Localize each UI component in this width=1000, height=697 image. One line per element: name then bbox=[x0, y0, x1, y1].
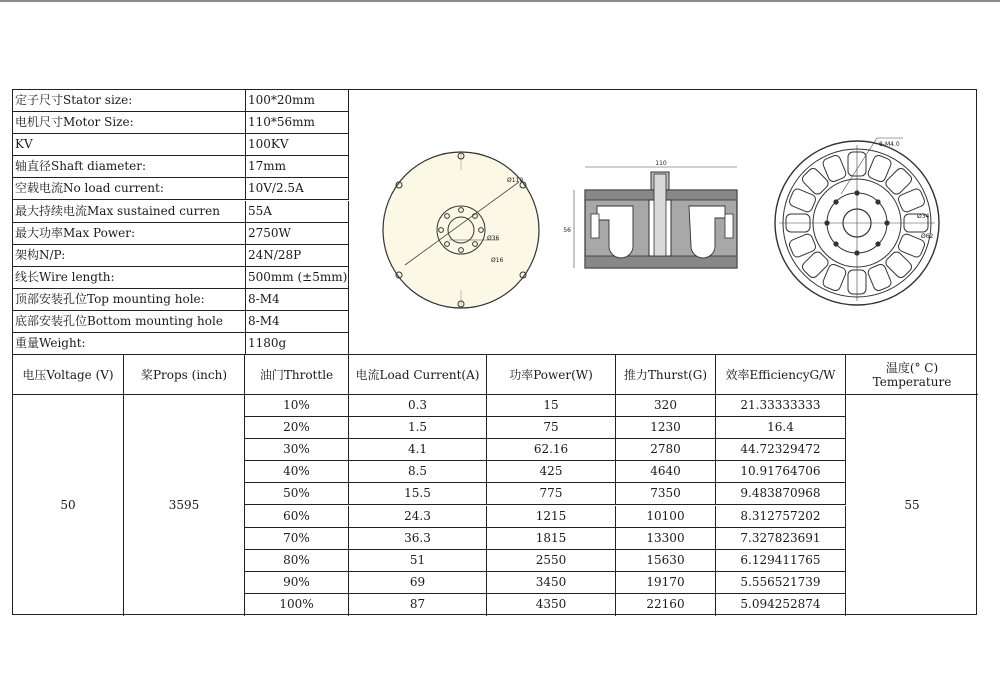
table-cell-throttle: 20% bbox=[245, 417, 349, 439]
front-dim-mid: Ø36 bbox=[487, 235, 500, 242]
table-cell-thrust: 10100 bbox=[616, 506, 716, 528]
table-cell-power: 3450 bbox=[487, 572, 616, 594]
table-header-cell: 电压Voltage (V) bbox=[13, 355, 124, 395]
spec-value: 100*20mm bbox=[246, 90, 349, 112]
table-cell-current: 51 bbox=[349, 550, 487, 572]
table-cell-power: 425 bbox=[487, 461, 616, 483]
motor-spec-sheet bbox=[12, 89, 977, 615]
spec-label: 空载电流No load current: bbox=[13, 178, 246, 200]
spec-label: 架构N/P: bbox=[13, 245, 246, 267]
table-cell-efficiency: 6.129411765 bbox=[716, 550, 846, 572]
spec-label: 轴直径Shaft diameter: bbox=[13, 156, 246, 178]
table-cell-current: 36.3 bbox=[349, 528, 487, 550]
side-dim-width: 110 bbox=[655, 160, 667, 167]
table-cell-power: 775 bbox=[487, 483, 616, 505]
spec-value: 110*56mm bbox=[246, 112, 349, 134]
table-cell-thrust: 13300 bbox=[616, 528, 716, 550]
technical-drawing bbox=[349, 90, 977, 355]
table-cell-current: 0.3 bbox=[349, 395, 487, 417]
table-header-cell: 温度(° C) Temperature bbox=[846, 355, 978, 395]
temperature-cell: 55 bbox=[904, 498, 920, 512]
table-header-cell: 电流Load Current(A) bbox=[349, 355, 487, 395]
table-cell-throttle: 10% bbox=[245, 395, 349, 417]
spec-value: 2750W bbox=[246, 223, 349, 245]
table-header-cell: 推力Thurst(G) bbox=[616, 355, 716, 395]
spec-label: 重量Weight: bbox=[13, 333, 246, 355]
table-cell-current: 69 bbox=[349, 572, 487, 594]
table-cell-thrust: 1230 bbox=[616, 417, 716, 439]
table-cell-throttle: 30% bbox=[245, 439, 349, 461]
table-cell-throttle: 90% bbox=[245, 572, 349, 594]
top-border-line bbox=[0, 0, 1000, 2]
table-cell-current: 15.5 bbox=[349, 483, 487, 505]
table-cell-thrust: 22160 bbox=[616, 594, 716, 616]
table-header-cell: 油门Throttle bbox=[245, 355, 349, 395]
spec-value: 1180g bbox=[246, 333, 349, 355]
spec-value: 8-M4 bbox=[246, 311, 349, 333]
table-cell-throttle: 50% bbox=[245, 483, 349, 505]
table-cell-current: 87 bbox=[349, 594, 487, 616]
table-cell-thrust: 7350 bbox=[616, 483, 716, 505]
table-cell-efficiency: 7.327823691 bbox=[716, 528, 846, 550]
table-cell-current: 1.5 bbox=[349, 417, 487, 439]
table-cell-efficiency: 8.312757202 bbox=[716, 506, 846, 528]
spec-value: 8-M4 bbox=[246, 289, 349, 311]
table-header-cell: 桨Props (inch) bbox=[124, 355, 245, 395]
spec-value: 24N/28P bbox=[246, 245, 349, 267]
spec-value: 100KV bbox=[246, 134, 349, 156]
table-cell-power: 1215 bbox=[487, 506, 616, 528]
spec-label: 电机尺寸Motor Size: bbox=[13, 112, 246, 134]
table-cell-efficiency: 16.4 bbox=[716, 417, 846, 439]
table-cell-thrust: 15630 bbox=[616, 550, 716, 572]
table-cell-power: 2550 bbox=[487, 550, 616, 572]
rear-callout-holes: 8-M4.0 bbox=[879, 141, 900, 148]
table-cell-current: 4.1 bbox=[349, 439, 487, 461]
spec-label: 定子尺寸Stator size: bbox=[13, 90, 246, 112]
rear-dim-outer: Ø62 bbox=[921, 233, 934, 240]
spec-value: 55A bbox=[246, 201, 349, 223]
table-cell-efficiency: 21.33333333 bbox=[716, 395, 846, 417]
table-cell-power: 15 bbox=[487, 395, 616, 417]
table-cell-power: 75 bbox=[487, 417, 616, 439]
front-dim-outer: Ø110 bbox=[507, 177, 524, 184]
table-cell-throttle: 100% bbox=[245, 594, 349, 616]
spec-label: 线长Wire length: bbox=[13, 267, 246, 289]
table-header-cell: 功率Power(W) bbox=[487, 355, 616, 395]
voltage-cell: 50 bbox=[13, 395, 124, 616]
table-cell-thrust: 4640 bbox=[616, 461, 716, 483]
front-view-drawing bbox=[383, 152, 539, 308]
table-header-cell: 效率EfficiencyG/W bbox=[716, 355, 846, 395]
table-cell-thrust: 19170 bbox=[616, 572, 716, 594]
table-cell-throttle: 60% bbox=[245, 506, 349, 528]
spec-value: 17mm bbox=[246, 156, 349, 178]
rear-view-drawing bbox=[775, 138, 939, 305]
side-dim-height: 56 bbox=[563, 227, 571, 234]
table-cell-thrust: 2780 bbox=[616, 439, 716, 461]
spec-label: 顶部安装孔位Top mounting hole: bbox=[13, 289, 246, 311]
front-dim-inner: Ø16 bbox=[491, 257, 504, 264]
table-cell-efficiency: 5.556521739 bbox=[716, 572, 846, 594]
table-cell-power: 1815 bbox=[487, 528, 616, 550]
table-cell-current: 24.3 bbox=[349, 506, 487, 528]
table-cell-thrust: 320 bbox=[616, 395, 716, 417]
spec-label: 最大功率Max Power: bbox=[13, 223, 246, 245]
table-cell-throttle: 80% bbox=[245, 550, 349, 572]
spec-value: 500mm (±5mm) bbox=[246, 267, 349, 289]
motor-drawings-svg bbox=[349, 90, 977, 354]
side-view-drawing bbox=[563, 160, 737, 268]
table-cell-power: 62.16 bbox=[487, 439, 616, 461]
spec-value: 10V/2.5A bbox=[246, 178, 349, 200]
spec-label: 最大持续电流Max sustained curren bbox=[13, 201, 246, 223]
spec-label: 底部安装孔位Bottom mounting hole bbox=[13, 311, 246, 333]
table-cell-efficiency: 9.483870968 bbox=[716, 483, 846, 505]
table-cell-efficiency: 44.72329472 bbox=[716, 439, 846, 461]
props-cell: 3595 bbox=[124, 395, 245, 616]
table-cell-current: 8.5 bbox=[349, 461, 487, 483]
table-cell-power: 4350 bbox=[487, 594, 616, 616]
rear-dim-inner: Ø34 bbox=[917, 213, 930, 220]
table-cell-efficiency: 5.094252874 bbox=[716, 594, 846, 616]
table-cell-throttle: 40% bbox=[245, 461, 349, 483]
table-cell-throttle: 70% bbox=[245, 528, 349, 550]
table-cell-efficiency: 10.91764706 bbox=[716, 461, 846, 483]
spec-label: KV bbox=[13, 134, 246, 156]
